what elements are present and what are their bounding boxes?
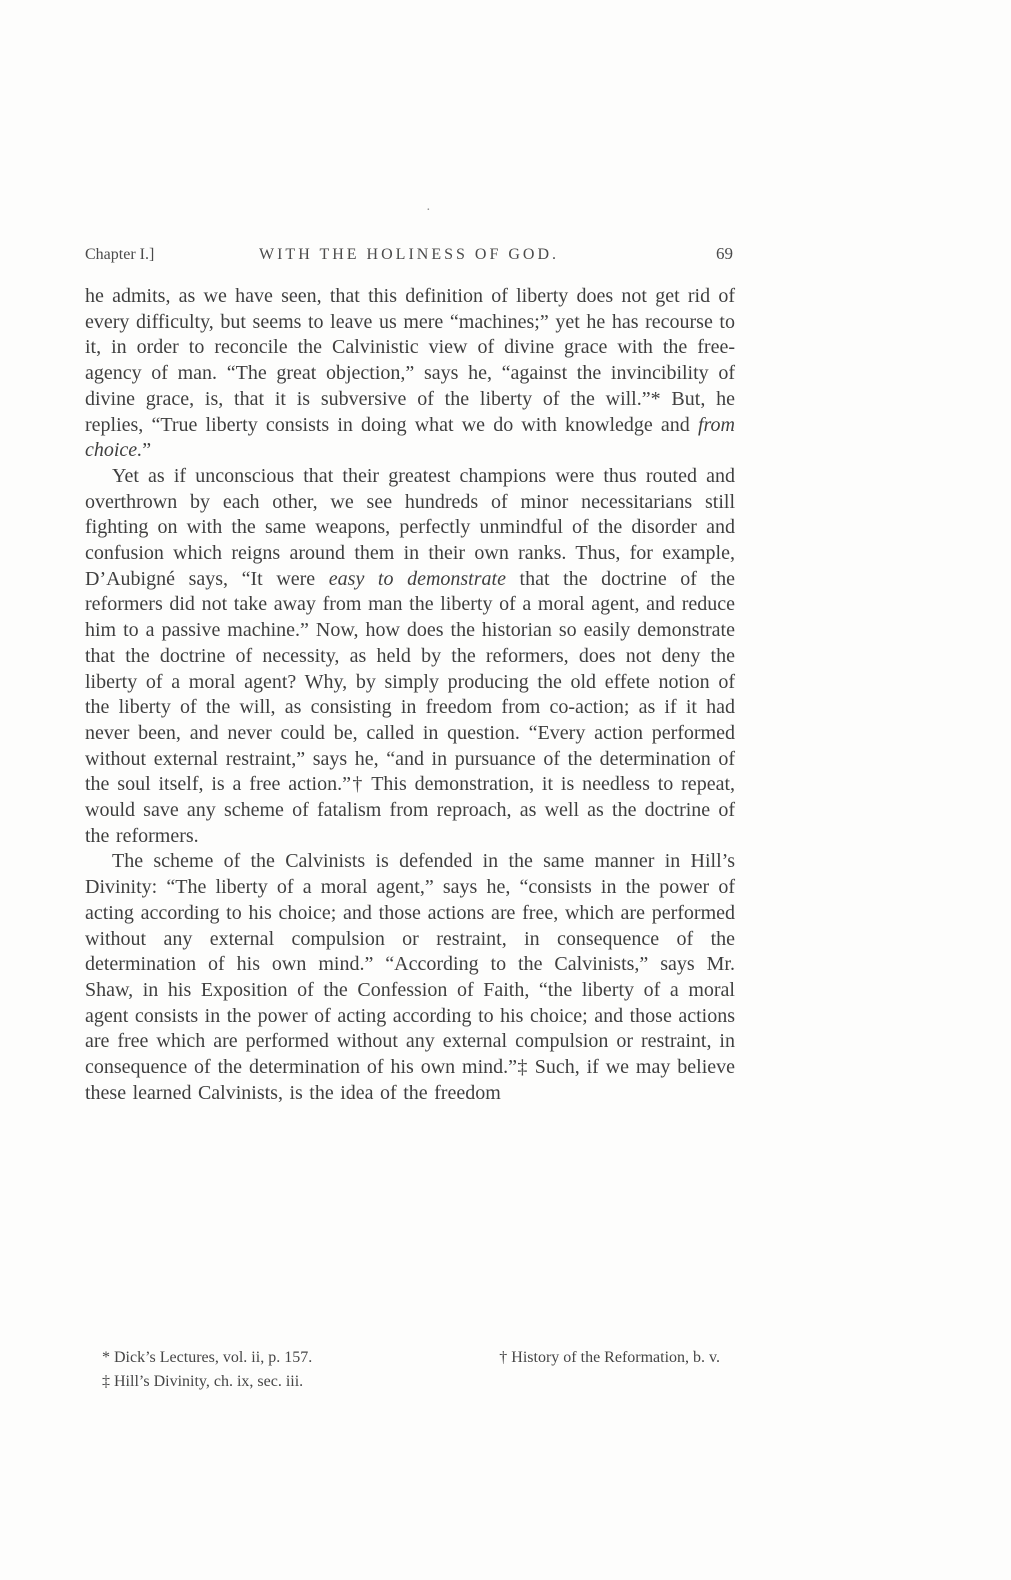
paragraph-2-text: Yet as if unconscious that their greatest champions were thus routed and overthrown by each other, we see hundreds of minor necessitarians still fighting on with the same weapons, perfectly unmindful of the disorder and confusion which reigns around them in their own ranks. Thus, for example, D’Aubigné says, “It were (85, 464, 735, 590)
paragraph-1 (85, 284, 735, 464)
paragraph-2-text-cont: that the doctrine of the reformers did not take away from man the liberty of a moral agent, and reduce him to a passive machine.” Now, how does the historian so easily demonstrate that the doctrine of necessity, as held by the reformers, does not deny the liberty of a moral agent? Why, by simply producing the old effete notion of the liberty of the will, as consisting in freedom from co-action; as if it had never been, and never could be, called in question. “Every action performed without external restraint,” says he, “and in pursuance of the determination of the soul itself, is a free action.”† This demonstration, it is needless to repeat, would save any scheme of fatalism from reproach, as well as the doctrine of the reformers. (85, 567, 735, 847)
footnote-row-2 (102, 1370, 720, 1394)
footnote-history-reformation: † History of the Reformation, b. v. (499, 1349, 720, 1366)
page-header (85, 244, 733, 264)
footnote-hills-divinity: ‡ Hill’s Divinity, ch. ix, sec. iii. (102, 1373, 304, 1390)
body-text (85, 284, 735, 1107)
chapter-label: Chapter I.] (85, 246, 155, 263)
paragraph-1-close-quote: ” (142, 439, 152, 462)
footnote-row-1 (102, 1346, 720, 1370)
paragraph-3-text: The scheme of the Calvinists is defended in the same manner in Hill’s Divinity: “The liberty of a moral agent,” says he, “consists in the power of acting according to his choice; and those actions are free, which are performed without any external compulsion or restraint, in consequence of the determination of his own mind.” “According to the Calvinists,” says Mr. Shaw, in his Exposition of the Confession of Faith, “the liberty of a moral agent consists in the power of acting according to his choice; and those actions are free which are performed without any external compulsion or restraint, in consequence of the determination of his own mind.”‡ Such, if we may believe these learned Calvinists, is the idea of the freedom (85, 850, 735, 1104)
footnote-dick: * Dick’s Lectures, vol. ii, p. 157. (102, 1349, 313, 1366)
paragraph-1-italic: from choice. (85, 413, 735, 462)
running-title: WITH THE HOLINESS OF GOD. (258, 246, 560, 263)
paragraph-2-italic: easy to demonstrate (328, 567, 506, 590)
scan-artifact-dot: · (426, 203, 431, 218)
paragraph-1-text: he admits, as we have seen, that this definition of liberty does not get rid of every difficulty, but seems to leave us mere “machines;” yet he has recourse to it, in order to reconcile the Calvinistic view of divine grace with the free-agency of man. “The great objection,” says he, “against the invincibility of divine grace, is, that it is subversive of the liberty of the will.”* But, he replies, “True liberty consists in doing what we do with knowledge and (85, 285, 735, 436)
page-number: 69 (716, 244, 733, 263)
footnotes (102, 1346, 720, 1394)
paragraph-3 (85, 849, 735, 1106)
paragraph-2 (85, 464, 735, 850)
